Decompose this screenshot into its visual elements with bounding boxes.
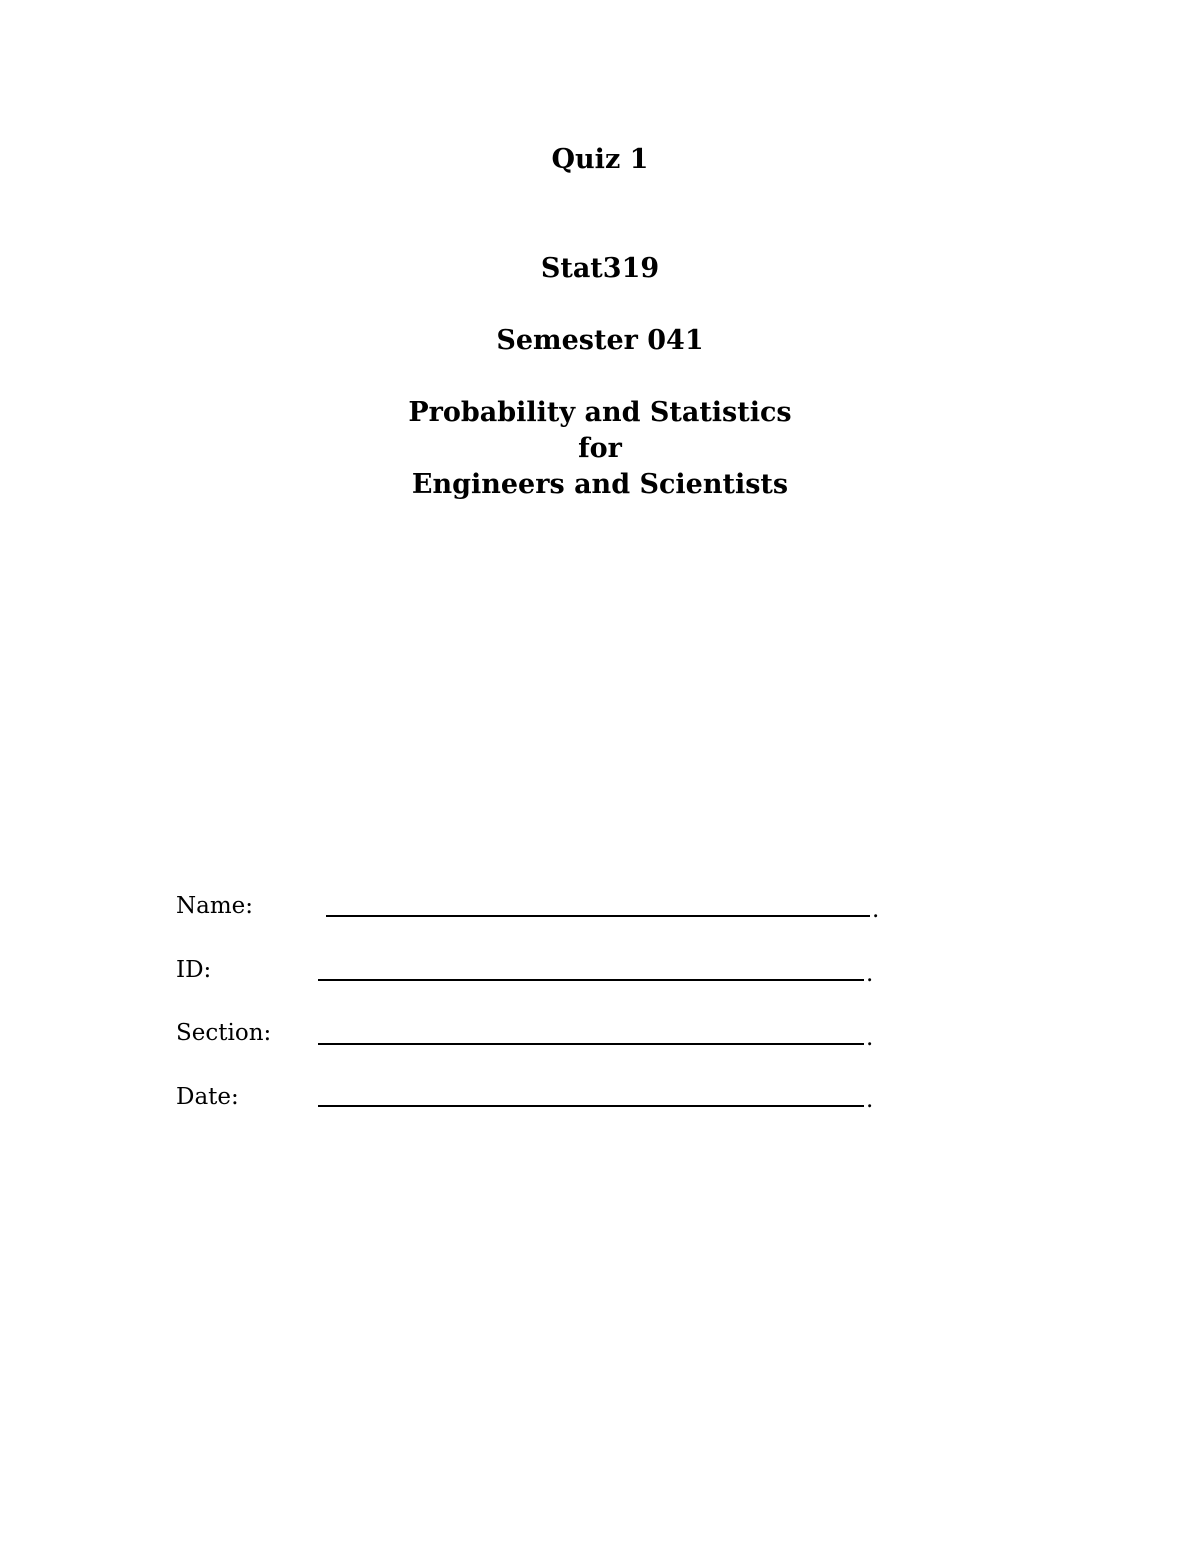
course-title-line-3: Engineers and Scientists	[411, 469, 789, 500]
date-blank-line[interactable]	[318, 1105, 864, 1107]
section-blank-line[interactable]	[318, 1043, 864, 1045]
id-end-mark: .	[866, 961, 874, 987]
course-code: Stat319	[540, 253, 660, 284]
date-end-mark: .	[866, 1087, 874, 1113]
quiz-title: Quiz 1	[551, 144, 649, 175]
section-label: Section:	[176, 1020, 272, 1046]
course-title-line-2: for	[578, 433, 622, 464]
id-blank-line[interactable]	[318, 979, 864, 981]
semester-label: Semester 041	[496, 325, 704, 356]
section-end-mark: .	[866, 1025, 874, 1051]
name-label: Name:	[176, 893, 254, 919]
name-blank-line[interactable]	[326, 915, 870, 917]
date-label: Date:	[176, 1084, 239, 1110]
course-title-line-1: Probability and Statistics	[408, 397, 792, 428]
id-label: ID:	[176, 957, 212, 983]
name-end-mark: .	[872, 897, 880, 923]
